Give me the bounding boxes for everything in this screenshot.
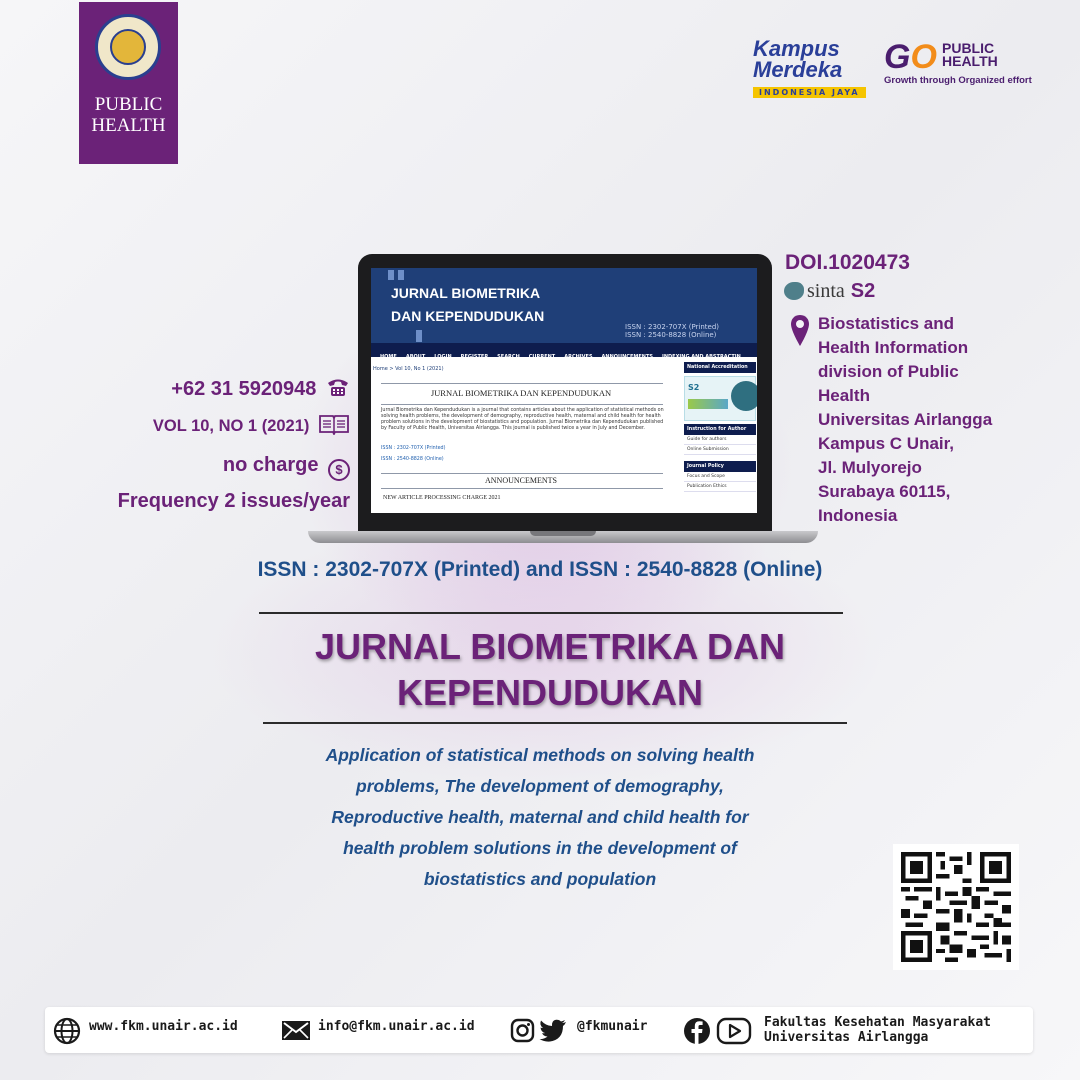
site-header-issn (625, 323, 719, 339)
sidebar-item-focus[interactable]: Focus and Scope (684, 472, 756, 482)
site-issn-online: ISSN : 2540-8828 (Online) (625, 331, 717, 339)
instagram-icon[interactable] (510, 1018, 535, 1043)
nav-indexing[interactable]: INDEXING AND ABSTRACTIN (661, 354, 741, 360)
address-line: Jl. Mulyorejo (818, 458, 922, 477)
location-pin-icon (790, 314, 810, 348)
address-line: Health Information (818, 338, 969, 357)
nav-home[interactable]: HOME (380, 354, 397, 360)
main-title (180, 624, 920, 716)
sidebar-item-ethics[interactable]: Publication Ethics (684, 482, 756, 492)
address-line: Universitas Airlangga (818, 410, 993, 429)
address-line: Kampus C Unair, (818, 434, 955, 453)
nav-announcements[interactable]: ANNOUNCEMENTS (601, 354, 653, 360)
kampus-tag: INDONESIA JAYA (753, 87, 866, 98)
site-divider (381, 404, 663, 405)
sinta-logo-text: sinta (807, 280, 845, 302)
phone-number: +62 31 5920948 (171, 378, 317, 400)
site-divider (381, 383, 663, 384)
site-link-printed[interactable]: ISSN : 2302-707X (Printed) (381, 446, 446, 451)
phone-icon (326, 377, 350, 397)
nav-archives[interactable]: ARCHIVES (564, 354, 593, 360)
kampus-merdeka-logo (753, 38, 869, 100)
qr-code-pattern (901, 852, 1011, 962)
site-title-line1: JURNAL BIOMETRIKA (391, 285, 541, 301)
site-issn-printed: ISSN : 2302-707X (Printed) (625, 323, 720, 331)
sidebar-author-heading: Instruction for Author (684, 424, 756, 435)
logo-text-line1: PUBLIC (94, 94, 163, 115)
twitter-icon[interactable] (539, 1019, 567, 1042)
nav-about[interactable]: ABOUT (405, 354, 426, 360)
footer-faculty (764, 1015, 991, 1045)
site-breadcrumb[interactable]: Home > Vol 10, No 1 (2021) (373, 366, 444, 372)
go-tagline: Growth through Organized effort (884, 75, 1032, 86)
site-nav (371, 343, 757, 360)
scope-line: Application of statistical methods on solving health (325, 745, 755, 765)
frequency-text: Frequency 2 issues/year (117, 490, 350, 512)
site-divider (381, 473, 663, 474)
sinta-badge (784, 280, 875, 308)
sidebar-accreditation-heading: National Accreditation (684, 362, 756, 373)
divider-bottom (263, 722, 847, 724)
doi-label: DOI.1020473 (785, 251, 910, 274)
nav-search[interactable]: SEARCH (497, 354, 520, 360)
divider-top (259, 612, 843, 614)
scope-line: problems, The development of demography, (356, 776, 724, 796)
footer-email[interactable]: info@fkm.unair.ac.id (318, 1019, 475, 1034)
nav-login[interactable]: LOGIN (434, 354, 452, 360)
charge-text: no charge (222, 454, 319, 476)
accreditation-image (684, 376, 756, 421)
nav-current[interactable]: CURRENT (528, 354, 556, 360)
sinta-logo (784, 280, 845, 303)
facebook-icon[interactable] (683, 1017, 711, 1045)
scope-line: biostatistics and population (423, 869, 657, 889)
site-main (371, 357, 681, 513)
laptop-notch (530, 531, 596, 536)
globe-icon (53, 1017, 81, 1045)
go-mark: GO (884, 38, 937, 76)
main-title-line1: JURNAL BIOMETRIKA DAN (314, 626, 785, 667)
qr-code[interactable] (893, 844, 1019, 970)
site-description: Jurnal Biometrika dan Kependudukan is a journal that contains articles about the application of statistical methods on solving health problems, the development of demography, reproductive health, maternal and child health for health problem solutions in the development of biostatistics and population. Jurnal Biometrika dan Kependudukan published by Faculty of Public Health, Universitas Airlangga. This journal is published twice a year in July and December. (381, 408, 664, 431)
footer-website[interactable]: www.fkm.unair.ac.id (89, 1019, 238, 1034)
mail-icon (281, 1020, 311, 1041)
address-line: division of Public (818, 362, 959, 381)
logo-text (79, 94, 178, 136)
site-journal-title: JURNAL BIOMETRIKA DAN KEPENDUDUKAN (430, 388, 612, 398)
charge-info (223, 454, 350, 481)
site-divider (381, 488, 663, 489)
site-title-line2: DAN KEPENDUDUKAN (391, 308, 545, 324)
sidebar-item-submission[interactable]: Online Submission (684, 445, 756, 455)
laptop-screen (371, 268, 757, 513)
book-icon (318, 413, 350, 435)
public-health-logo (79, 2, 178, 164)
go-public-health-text (942, 42, 998, 68)
sidebar-policy-heading: Journal Policy (684, 461, 756, 472)
logo-text-line2: HEALTH (91, 115, 166, 136)
site-announcements-heading: ANNOUNCEMENTS (485, 476, 557, 485)
site-link-online[interactable]: ISSN : 2540-8828 (Online) (381, 457, 444, 462)
phone-info (171, 377, 350, 401)
volume-info (153, 413, 350, 436)
sinta-rank: S2 (850, 280, 876, 302)
dollar-icon: $ (328, 459, 350, 481)
address-block (818, 312, 1058, 528)
nav-register[interactable]: REGISTER (460, 354, 489, 360)
site-announcement-item[interactable]: NEW ARTICLE PROCESSING CHARGE 2021 (383, 495, 501, 501)
university-seal-icon (95, 14, 161, 80)
address-line: Biostatistics and (818, 314, 955, 333)
footer-bar (45, 1007, 1033, 1053)
footer-social-handle[interactable]: @fkmunair (577, 1019, 648, 1034)
sidebar-item-guide[interactable]: Guide for authors (684, 435, 756, 445)
scope-line: health problem solutions in the development of (343, 838, 737, 858)
youtube-icon[interactable] (716, 1017, 752, 1045)
site-sidebar (684, 362, 756, 492)
go-public-health-logo (884, 40, 1044, 90)
go-health: HEALTH (942, 53, 998, 69)
main-title-line2: KEPENDUDUKAN (396, 672, 704, 713)
address-line: Indonesia (818, 506, 898, 525)
volume-text: VOL 10, NO 1 (2021) (152, 417, 310, 435)
accreditation-badge: S2 (688, 383, 700, 392)
scope-description (250, 740, 830, 895)
kampus-line2: Merdeka (753, 57, 843, 82)
go-public: PUBLIC (942, 40, 995, 56)
address-line: Surabaya 60115, (818, 482, 951, 501)
footer-faculty-line1: Fakultas Kesehatan Masyarakat (764, 1015, 991, 1030)
site-header (371, 268, 757, 343)
address-line: Health (818, 386, 870, 405)
issn-line: ISSN : 2302-707X (Printed) and ISSN : 2540-8828 (Online) (257, 558, 823, 581)
kampus-line1: Kampus (753, 36, 840, 61)
footer-faculty-line2: Universitas Airlangga (764, 1030, 929, 1045)
scope-line: Reproductive health, maternal and child health for (331, 807, 749, 827)
frequency-info (118, 490, 350, 513)
